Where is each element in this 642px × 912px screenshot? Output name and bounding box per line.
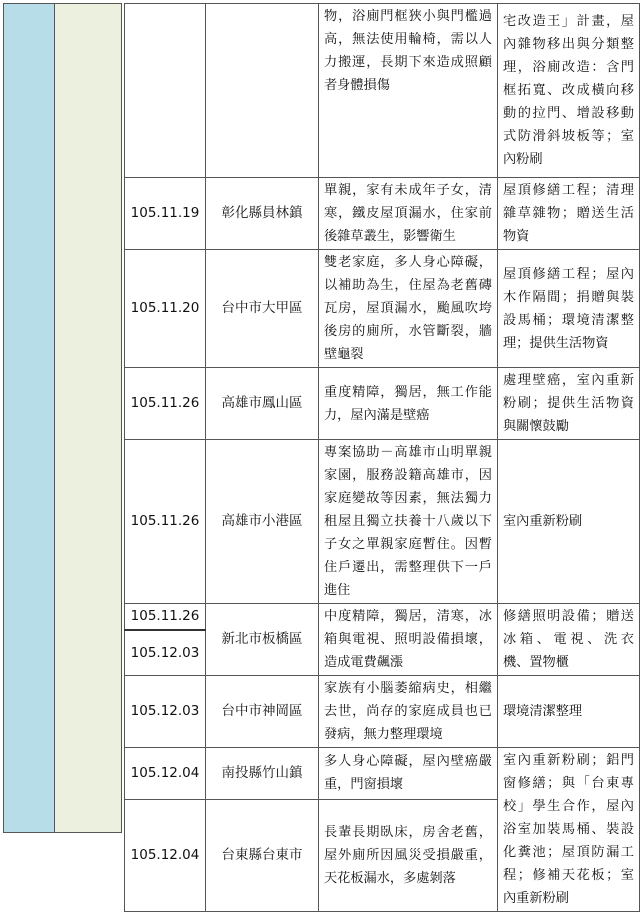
situation-cell: 雙老家庭，多人身心障礙，以補助為生，住屋為老舊磚瓦房，屋頂漏水，颱風吹垮後房的廁所，水管斷裂，牆壁龜裂 <box>319 250 498 368</box>
left-color-band-blue <box>3 3 55 833</box>
date-cell <box>125 4 206 178</box>
table-row <box>125 440 640 604</box>
place-cell: 新北市板橋區 <box>206 604 319 676</box>
place-cell: 台中市神岡區 <box>206 676 319 748</box>
action-cell: 室內重新粉刷 <box>498 440 640 604</box>
date-cell: 105.12.04 <box>125 748 206 800</box>
action-cell: 環境清潔整理 <box>498 676 640 748</box>
situation-cell: 專案協助－高雄市山明單親家園，服務設籍高雄市，因家庭變故等因素，無法獨力租屋且獨立扶養十八歲以下子女之單親家庭暫住。因暫住戶遷出，需整理供下一戶進住 <box>319 440 498 604</box>
place-cell: 高雄市小港區 <box>206 440 319 604</box>
situation-cell: 中度精障，獨居，清寒，冰箱與電視、照明設備損壞，造成電費飆漲 <box>319 604 498 676</box>
left-color-band-green <box>55 3 122 833</box>
action-cell: 宅改造王」計畫，屋內雜物移出與分類整理，浴廁改造：含門框拓寬、改成橫向移動的拉門、增設移動式防滑斜坡板等；室內粉刷 <box>498 4 640 178</box>
place-cell: 台中市大甲區 <box>206 250 319 368</box>
table-row <box>125 676 640 748</box>
table-row <box>125 368 640 440</box>
situation-cell: 單親，家有未成年子女，清寒，鐵皮屋頂漏水，住家前後雜草叢生，影響衛生 <box>319 178 498 250</box>
place-cell: 台東縣台東市 <box>206 799 319 912</box>
situation-cell: 物，浴廁門框狹小與門檻過高，無法使用輪椅，需以人力搬運，長期下來造成照顧者身體損傷 <box>319 4 498 178</box>
action-cell: 屋頂修繕工程；屋內木作隔間；捐贈與裝設馬桶；環境清潔整理；提供生活物資 <box>498 250 640 368</box>
place-cell <box>206 4 319 178</box>
place-cell: 高雄市鳳山區 <box>206 368 319 440</box>
table-row <box>125 604 640 631</box>
date-cell: 105.12.04 <box>125 799 206 912</box>
date-cell: 105.11.26 <box>125 440 206 604</box>
table-row <box>125 748 640 800</box>
situation-cell: 重度精障，獨居，無工作能力，屋內滿是壁癌 <box>319 368 498 440</box>
action-cell: 室內重新粉刷；鋁門窗修繕；與「台東專校」學生合作，屋內浴室加裝馬桶、裝設化糞池；屋頂防漏工程；修補天花板；室內重新粉刷 <box>498 748 640 912</box>
table-row <box>125 250 640 368</box>
date-cell: 105.12.03 <box>125 630 206 675</box>
date-cell: 105.11.19 <box>125 178 206 250</box>
situation-cell: 家族有小腦萎縮病史，相繼去世，尚存的家庭成員也已發病，無力整理環境 <box>319 676 498 748</box>
action-cell: 處理壁癌，室內重新粉刷；提供生活物資與關懷鼓勵 <box>498 368 640 440</box>
place-cell: 南投縣竹山鎮 <box>206 748 319 800</box>
situation-cell: 多人身心障礙，屋內壁癌嚴重，門窗損壞 <box>319 748 498 800</box>
date-cell: 105.11.26 <box>125 604 206 631</box>
date-cell: 105.11.26 <box>125 368 206 440</box>
service-records-table <box>124 3 640 912</box>
table-row <box>125 178 640 250</box>
table-row <box>125 4 640 178</box>
situation-cell: 長輩長期臥床，房舍老舊，屋外廁所因風災受損嚴重，天花板漏水，多處剝落 <box>319 799 498 912</box>
date-cell: 105.11.20 <box>125 250 206 368</box>
action-cell: 屋頂修繕工程；清理雜草雜物；贈送生活物資 <box>498 178 640 250</box>
action-cell: 修繕照明設備；贈送冰箱、電視、洗衣機、置物櫃 <box>498 604 640 676</box>
date-cell: 105.12.03 <box>125 676 206 748</box>
place-cell: 彰化縣員林鎮 <box>206 178 319 250</box>
